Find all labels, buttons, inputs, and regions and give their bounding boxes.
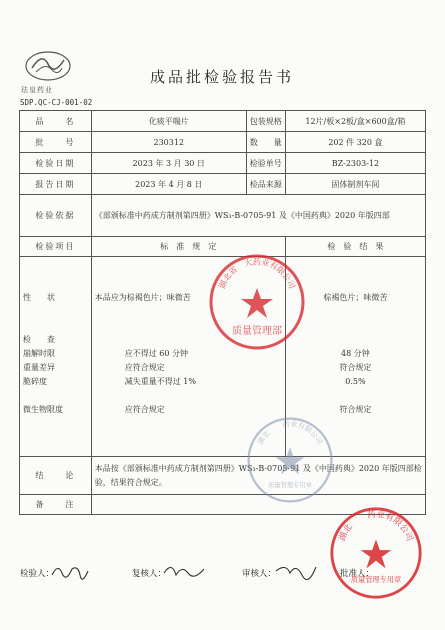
conclusion-value: 本品按《部颁标准中药成方制剂第四册》WS₃-B-0705-91 及《中国药典》2020 年版四部检验，结果符合规定。 [91,457,425,495]
item-name: 性 状 [23,293,55,302]
conclusion-label: 结 论 [20,457,92,495]
basis-value: 《部颁标准中药成方制剂第四册》WS₃-B-0705-91 及《中国药典》2020 年版四部 [91,195,425,237]
qty-value: 202 件 320 盒 [285,132,425,153]
item-result: 48 分钟 [341,349,370,358]
product-name-value: 化痰平喘片 [91,111,246,132]
basis-label: 检验依据 [20,195,92,237]
qc-blue-stamp [245,415,335,505]
svg-text:湖北 药业有限公司: 湖北 药业有限公司 [337,509,415,543]
item-result: 棕褐色片；味微苦 [323,293,388,302]
svg-text:质量管理专用章: 质量管理专用章 [267,482,313,489]
inspector-label: 检验人： [20,569,55,579]
remarks-label: 备 注 [20,495,92,515]
reviewer-label: 复核人： [132,569,167,579]
test-date-label: 检验日期 [20,153,92,174]
svg-text:湖北省 大药业有限公司: 湖北省 大药业有限公司 [217,257,297,291]
approver-label: 审核人： [242,569,277,579]
report-date-label: 报告日期 [20,174,92,195]
qa-department-stamp [207,252,307,352]
page-title: 成品批检验报告书 [150,68,295,86]
batch-label: 批 号 [20,132,92,153]
document-number: SDP.QC-CJ-001-02 [20,98,93,107]
test-no-label: 检验单号 [246,153,285,174]
svg-text:湖北 药业有限公司: 湖北 药业有限公司 [255,419,325,447]
approver-signature [274,561,318,581]
item-standard: 减失重量不得过 1% [124,377,196,386]
spec-value: 12片/板×2板/盒×600盒/箱 [285,111,425,132]
item-standard: 应不得过 60 分钟 [124,349,188,358]
item-name: 崩解时限 [23,349,55,358]
issuer-label: 批准人： [340,569,375,579]
inspector-signature [50,561,90,581]
logo-text: 珐皇药业 [21,86,53,94]
company-stamp [328,505,424,601]
svg-text:质量管理专用章: 质量管理专用章 [350,574,402,584]
result-header: 检 验 结 果 [285,237,425,257]
report-date-value: 2023 年 4 月 8 日 [91,174,246,195]
source-label: 检品来源 [246,174,285,195]
batch-value: 230312 [91,132,246,153]
item-result [289,333,422,347]
item-name: 脆碎度 [23,377,47,386]
source-value: 固体制剂车间 [285,174,425,195]
test-date-value: 2023 年 3 月 30 日 [91,153,246,174]
item-standard: 应符合规定 [124,405,165,414]
svg-text:质量管理部: 质量管理部 [232,326,282,337]
item-standard: 应符合规定 [124,363,165,372]
item-result: 符合规定 [339,405,372,414]
spec-label: 包装规格 [246,111,285,132]
standard-header: 标 准 规 定 [91,237,285,257]
item-name: 微生物限度 [23,405,63,414]
test-no-value: BZ-2303-12 [285,153,425,174]
item-result: 0.5% [345,377,366,386]
item-standard: 本品应为棕褐色片；味微苦 [94,293,191,302]
qty-label: 数 量 [246,132,285,153]
item-name: 重量差异 [23,363,55,372]
items-header: 检验项目 [20,237,92,257]
item-result: 符合规定 [339,363,372,372]
reviewer-signature [162,561,206,581]
product-name-label: 品 名 [20,111,92,132]
item-name: 检 查 [23,335,55,344]
